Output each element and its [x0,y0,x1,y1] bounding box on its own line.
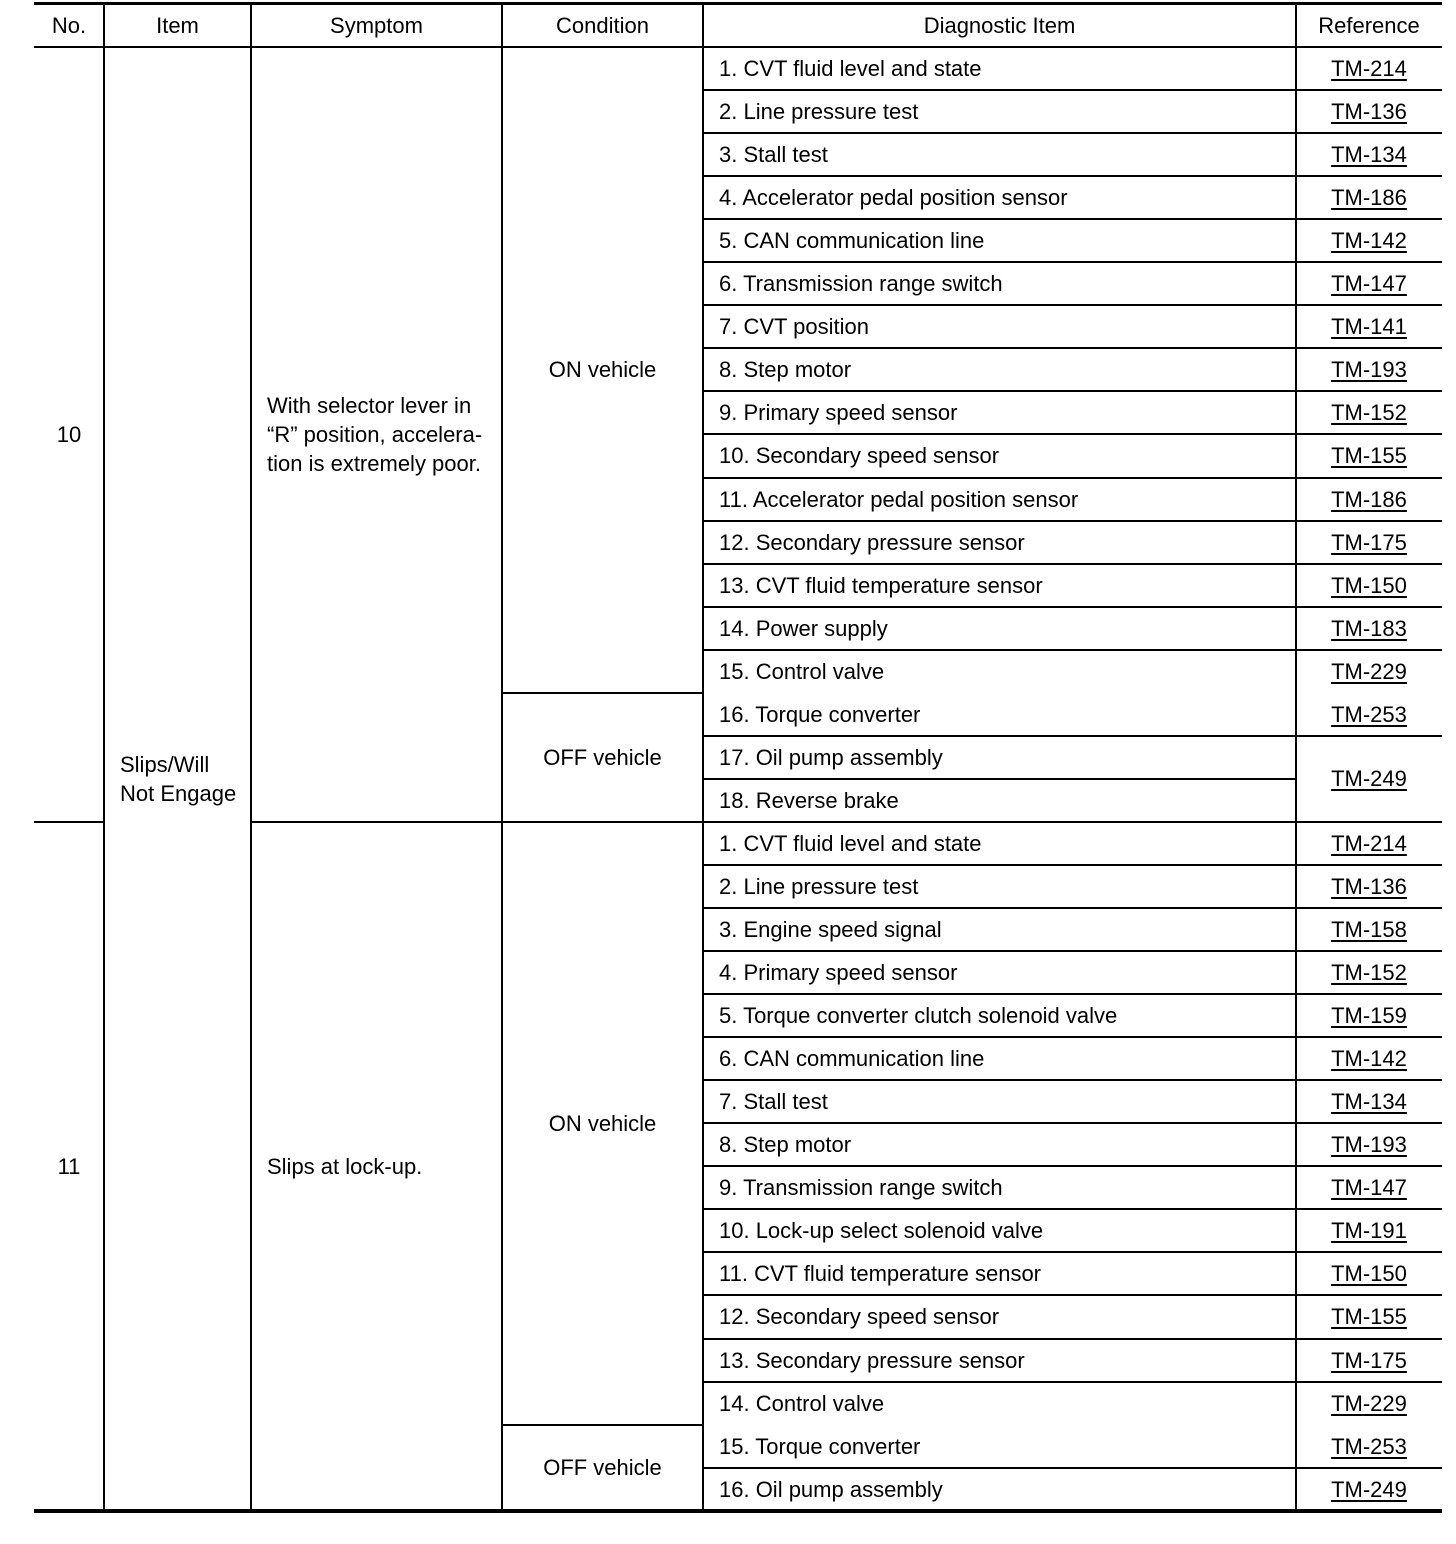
reference-cell[interactable] [1296,478,1442,521]
reference-cell[interactable] [1296,133,1442,176]
diagnostic-item: 15. Torque converter [719,1433,921,1459]
diagnostic-item: 12. Secondary speed sensor [719,1304,1000,1330]
reference-link[interactable]: TM-191 [1331,1218,1407,1244]
diagnostic-item: 8. Step motor [719,1132,852,1158]
reference-link[interactable]: TM-155 [1331,443,1407,469]
reference-cell[interactable] [1296,1295,1442,1338]
diagnostic-item: 17. Oil pump assembly [719,744,943,770]
reference-link[interactable]: TM-155 [1331,1304,1407,1330]
reference-cell[interactable] [1296,90,1442,133]
diagnostic-item: 4. Primary speed sensor [719,960,958,986]
diagnostic-item: 13. CVT fluid temperature sensor [719,572,1043,598]
reference-cell[interactable] [1296,1166,1442,1209]
reference-link[interactable]: TM-253 [1331,701,1407,727]
diagnostic-item: 1. CVT fluid level and state [719,830,982,856]
reference-cell[interactable] [1296,1339,1442,1382]
reference-link[interactable]: TM-147 [1331,1175,1407,1201]
reference-link[interactable]: TM-152 [1331,960,1407,986]
reference-link[interactable]: TM-136 [1331,873,1407,899]
reference-link[interactable]: TM-136 [1331,99,1407,125]
reference-cell[interactable] [1296,1080,1442,1123]
reference-link[interactable]: TM-134 [1331,142,1407,168]
reference-cell[interactable] [1296,1382,1442,1425]
reference-link[interactable]: TM-142 [1331,228,1407,254]
header-symptom: Symptom [330,13,423,38]
diagnostic-item: 18. Reverse brake [719,787,899,813]
diagnostic-item: 14. Power supply [719,615,888,641]
reference-link[interactable]: TM-134 [1331,1089,1407,1115]
condition-cell: OFF vehicle [543,1455,662,1481]
diagnostic-item: 13. Secondary pressure sensor [719,1347,1025,1373]
reference-link[interactable]: TM-158 [1331,917,1407,943]
diagnostic-item: 9. Primary speed sensor [719,400,958,426]
reference-cell[interactable] [1296,865,1442,908]
reference-link[interactable]: TM-142 [1331,1046,1407,1072]
table-top-rule [34,2,1442,5]
diagnostic-item: 2. Line pressure test [719,99,919,125]
diagnostic-item: 8. Step motor [719,357,852,383]
diagnostic-item: 6. CAN communication line [719,1046,985,1072]
condition-divider [502,1424,703,1426]
diagnostic-item: 10. Lock-up select solenoid valve [719,1218,1044,1244]
diagnostic-item: 6. Transmission range switch [719,271,1003,297]
reference-cell[interactable] [1296,994,1442,1037]
reference-cell[interactable] [1296,693,1442,736]
row-number: 10 [56,421,82,447]
reference-link[interactable]: TM-253 [1331,1433,1407,1459]
reference-link[interactable]: TM-150 [1331,1261,1407,1287]
reference-link[interactable]: TM-175 [1331,529,1407,555]
diagnostic-item: 14. Control valve [719,1390,885,1416]
reference-cell[interactable] [1296,47,1442,90]
reference-link[interactable]: TM-193 [1331,1132,1407,1158]
diagnostic-item: 9. Transmission range switch [719,1175,1003,1201]
row-number: 11 [57,1153,81,1179]
reference-cell[interactable] [1296,951,1442,994]
condition-cell: OFF vehicle [543,744,662,770]
reference-link[interactable]: TM-249 [1331,1476,1407,1502]
reference-link[interactable]: TM-159 [1331,1003,1407,1029]
reference-link[interactable]: TM-147 [1331,271,1407,297]
reference-link[interactable]: TM-249 [1331,766,1407,792]
item-cell: Slips/Will Not Engage [120,751,237,806]
reference-link[interactable]: TM-193 [1331,357,1407,383]
reference-link[interactable]: TM-183 [1331,615,1407,641]
diagnostic-item: 7. CVT position [719,314,870,340]
reference-link[interactable]: TM-175 [1331,1347,1407,1373]
reference-cell[interactable] [1296,650,1442,693]
diagnostic-item: 16. Oil pump assembly [719,1476,943,1502]
reference-link[interactable]: TM-141 [1331,314,1407,340]
diagnostic-item: 1. CVT fluid level and state [719,56,982,82]
diagnostic-item: 15. Control valve [719,658,885,684]
reference-cell[interactable] [1296,219,1442,262]
diagnostic-item: 5. CAN communication line [719,228,985,254]
header-diagnostic: Diagnostic Item [923,13,1076,38]
reference-cell[interactable] [1296,1252,1442,1295]
reference-cell[interactable] [1296,1037,1442,1080]
header-no: No. [51,13,87,38]
diagnostic-item: 10. Secondary speed sensor [719,443,1000,469]
reference-link[interactable]: TM-186 [1331,185,1407,211]
reference-link[interactable]: TM-214 [1331,56,1407,82]
header-item: Item [156,13,199,38]
reference-cell[interactable] [1296,1425,1442,1468]
symptom-cell: With selector lever in “R” position, accelera- tion is extremely poor. [267,392,483,476]
diagnostic-item: 3. Engine speed signal [719,917,942,943]
reference-cell[interactable] [1296,391,1442,434]
diagnostic-item: 5. Torque converter clutch solenoid valve [719,1003,1118,1029]
diagnostic-item: 7. Stall test [719,1089,828,1115]
reference-cell[interactable] [1296,908,1442,951]
reference-cell[interactable] [1296,564,1442,607]
diagnostic-item: 11. CVT fluid temperature sensor [719,1261,1042,1287]
header-reference: Reference [1318,13,1420,38]
diagnostic-item: 4. Accelerator pedal position sensor [719,185,1068,211]
reference-cell[interactable] [1296,348,1442,391]
diagnostic-item: 3. Stall test [719,142,828,168]
reference-cell[interactable] [1296,1209,1442,1252]
reference-cell[interactable] [1296,521,1442,564]
reference-cell[interactable] [1296,434,1442,477]
diagnostic-item: 2. Line pressure test [719,873,919,899]
diagnostic-item: 12. Secondary pressure sensor [719,529,1025,555]
reference-cell[interactable] [1296,736,1442,822]
reference-link[interactable]: TM-152 [1331,400,1407,426]
reference-cell[interactable] [1296,176,1442,219]
reference-cell[interactable] [1296,1123,1442,1166]
reference-cell[interactable] [1296,607,1442,650]
reference-cell[interactable] [1296,305,1442,348]
reference-link[interactable]: TM-229 [1331,658,1407,684]
condition-divider [502,692,703,694]
condition-cell: ON vehicle [548,1110,657,1136]
header-condition: Condition [556,13,649,38]
reference-link[interactable]: TM-229 [1331,1390,1407,1416]
reference-cell[interactable] [1296,1468,1442,1511]
condition-cell: ON vehicle [548,357,657,383]
diagnostic-item: 16. Torque converter [719,701,921,727]
reference-link[interactable]: TM-214 [1331,830,1407,856]
diagnostic-item: 11. Accelerator pedal position sensor [719,486,1079,512]
reference-link[interactable]: TM-150 [1331,572,1407,598]
reference-cell[interactable] [1296,262,1442,305]
reference-link[interactable]: TM-186 [1331,486,1407,512]
reference-cell[interactable] [1296,822,1442,865]
symptom-cell: Slips at lock-up. [267,1153,423,1179]
group-divider [34,821,104,823]
